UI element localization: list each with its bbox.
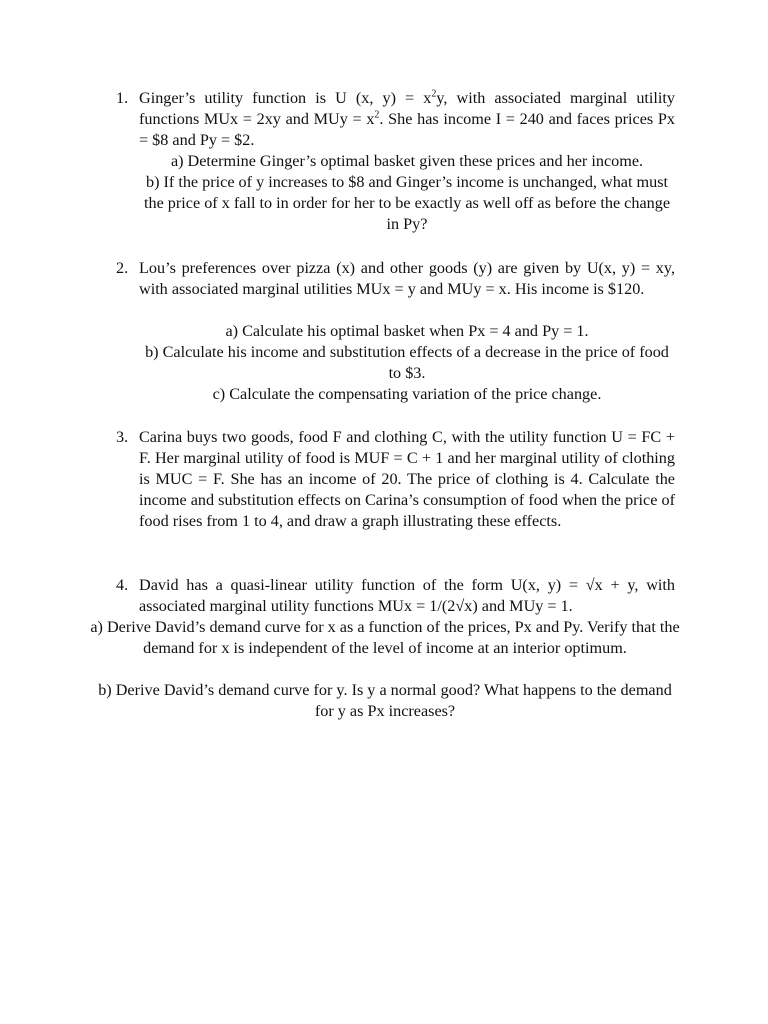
question-body: Carina buys two goods, food F and clothing C, with the utility function U = FC + F. Her marginal utility of food is MUF = C + 1 and her marginal utility of clothing is MUC = F. She has an income of 20. The price of clothing is 4. Calculate the income and substitution effects on Carina’s consumption of food when the price of food rises from 1 to 4, and draw a graph illustrating these effects. — [139, 428, 675, 530]
question-part-a: a) Derive David’s demand curve for x as a function of the prices, Px and Py. Verify that the demand for x is independent of the level of income at an interior optimum. — [90, 618, 680, 657]
question-part-a: a) Determine Ginger’s optimal basket given these prices and her income. — [170, 152, 644, 170]
question-number: 4. — [116, 576, 129, 594]
question-number: 3. — [116, 428, 129, 446]
question-part-a: a) Calculate his optimal basket when Px = 4 and Py = 1. — [225, 322, 589, 340]
question-part-c: c) Calculate the compensating variation of the price change. — [212, 385, 602, 403]
question-body: Lou’s preferences over pizza (x) and other goods (y) are given by U(x, y) = xy, with associated marginal utilities MUx = y and MUy = x. His income is $120. — [139, 259, 675, 298]
question-body: Ginger’s utility function is U (x, $y) = x^2y$, with associated marginal utility functions MUx = 2xy and MUy = $x^2$. She has income I = 240 and faces prices Px = $8 and Py = $2. — [139, 88, 676, 149]
question-part-b: b) Derive David’s demand curve for y. Is y a normal good? What happens to the demand for y as Px increases? — [98, 681, 672, 720]
question-part-b: b) If the price of y increases to $8 and Ginger’s income is unchanged, what must the price of x fall to in order for her to be exactly as well off as before the change in Py? — [143, 173, 671, 233]
question-number: 1. — [116, 89, 129, 107]
question-number: 2. — [116, 259, 129, 277]
question-part-b: b) Calculate his income and substitution effects of a decrease in the price of food to $3. — [145, 343, 669, 382]
question-body: David has a quasi-linear utility function of the form U(x, y) = √x + y, with associated marginal utility functions MUx = 1/(2√x) and MUy = 1. — [139, 576, 675, 615]
